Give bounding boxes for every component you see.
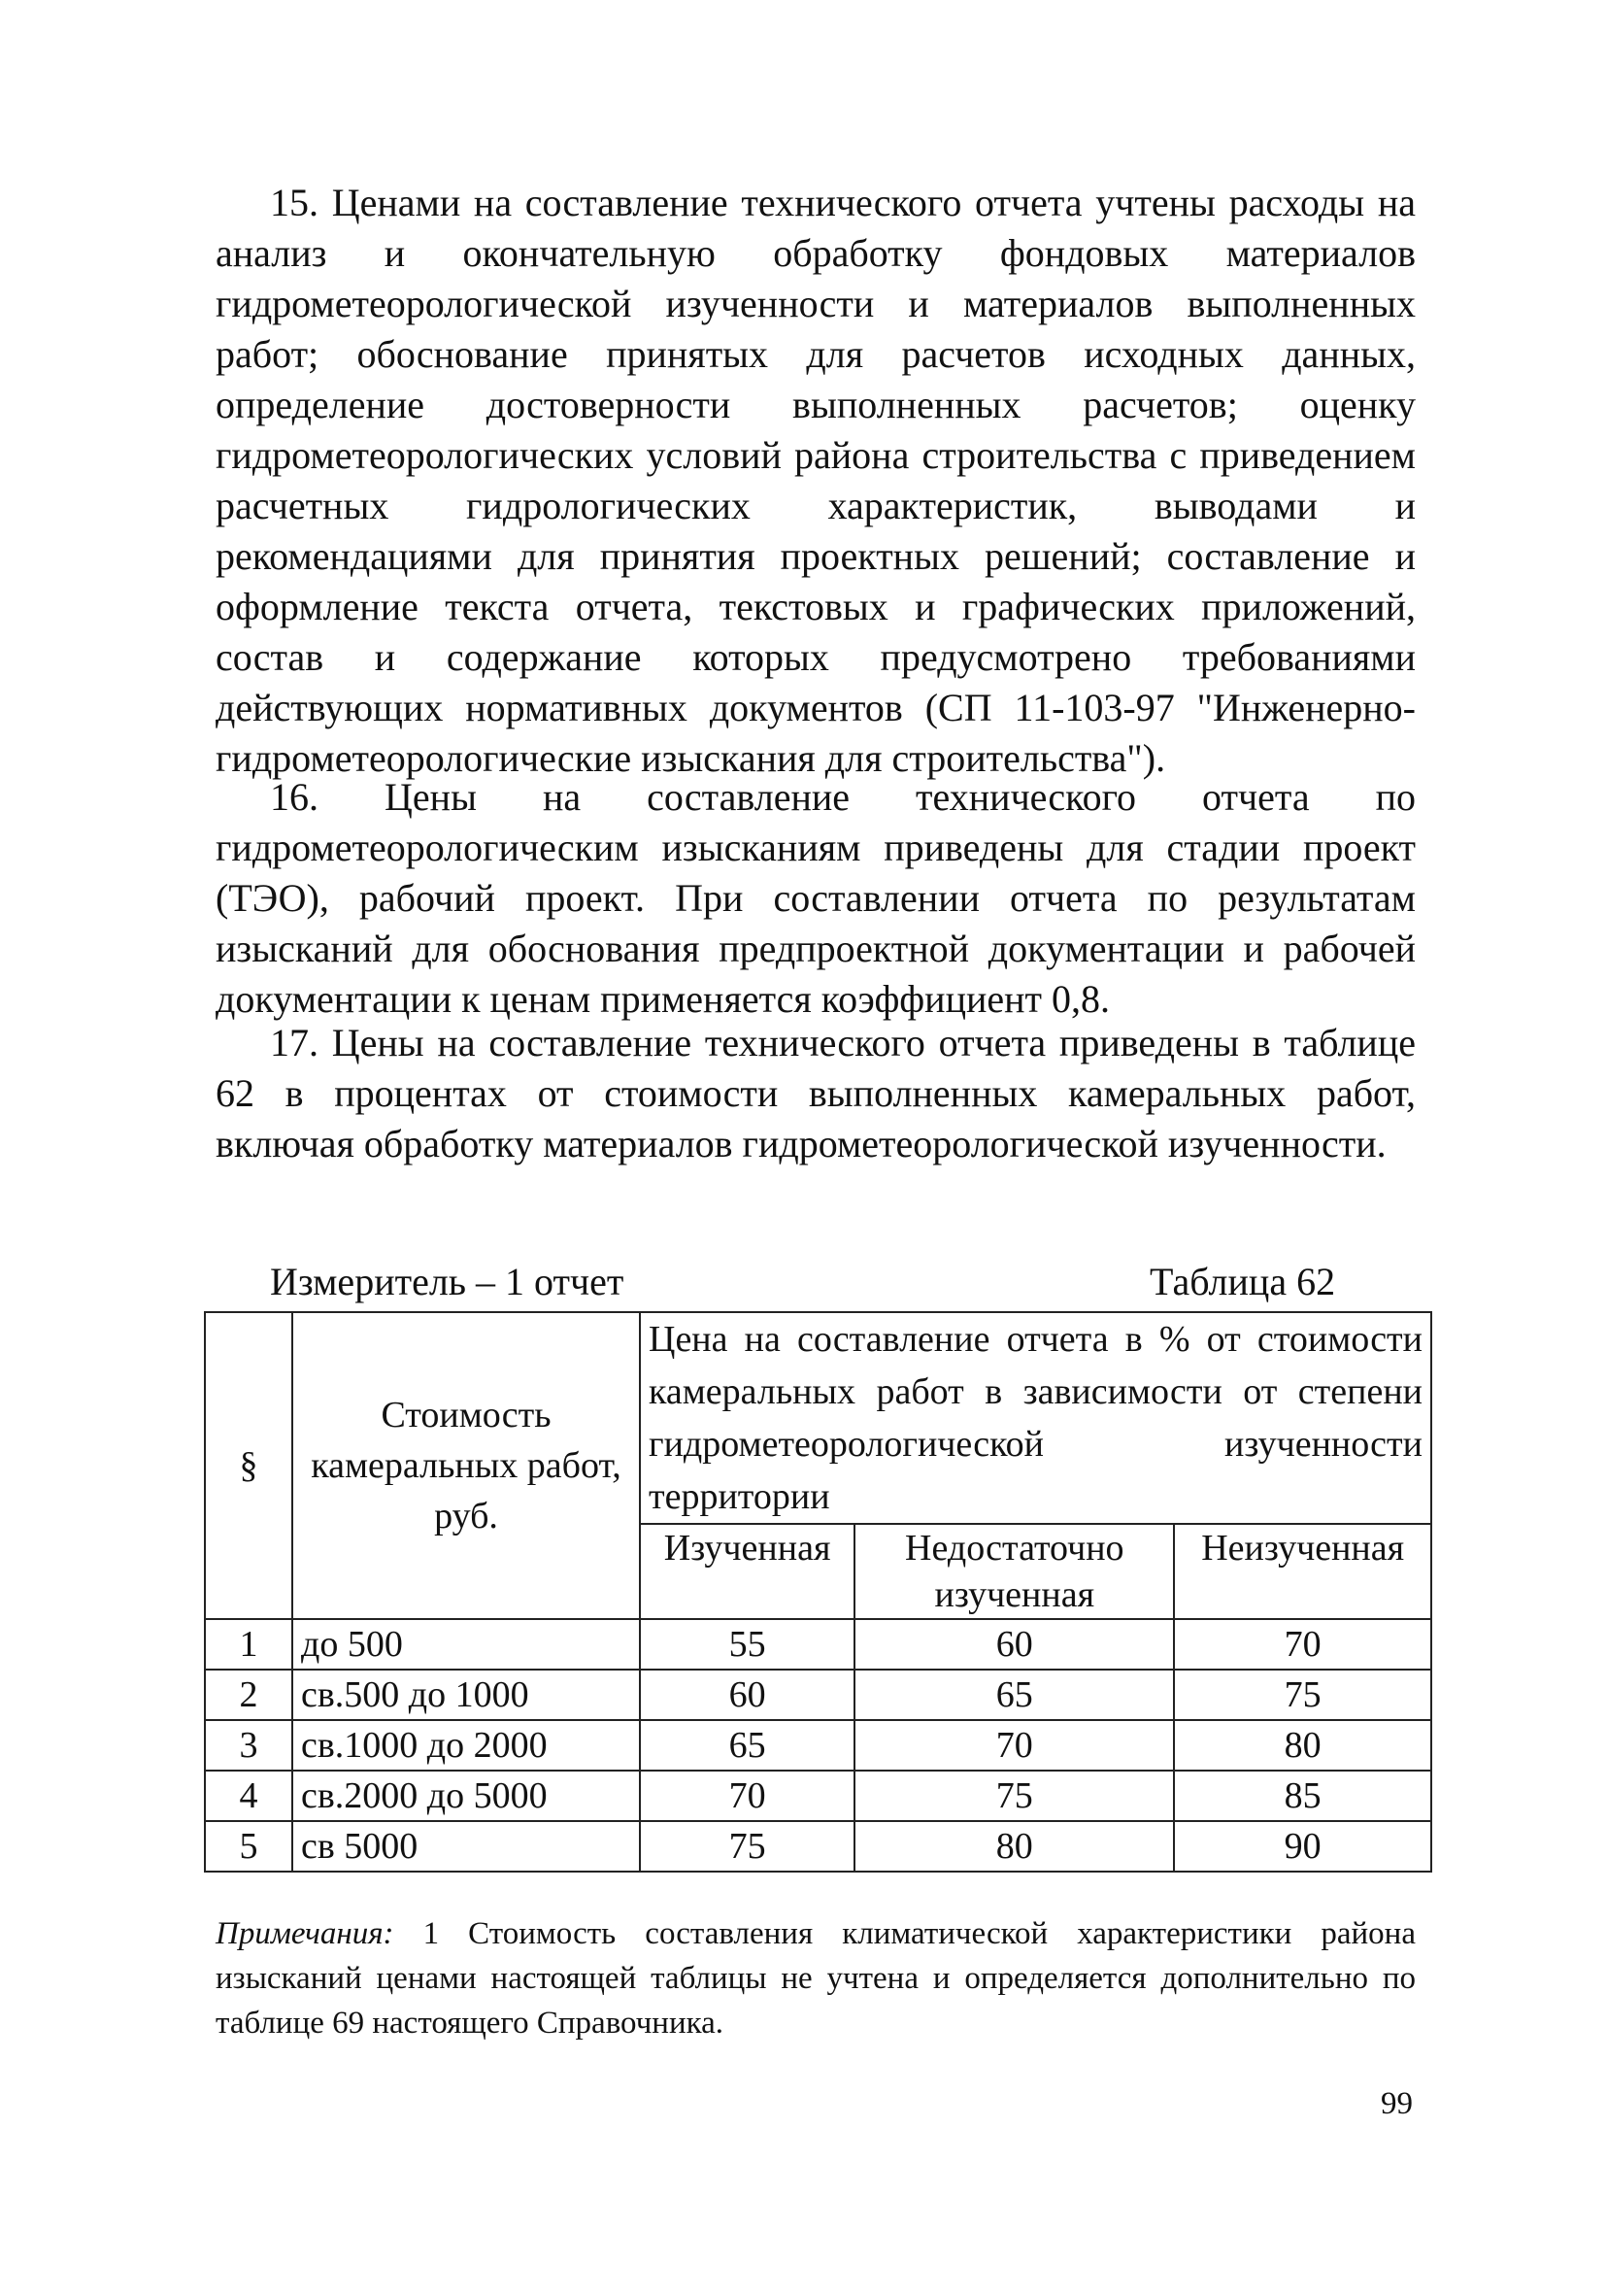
table-row — [205, 1821, 1431, 1872]
row-insufficient: 70 — [854, 1720, 1174, 1771]
table-row — [205, 1771, 1431, 1821]
row-number: 4 — [205, 1771, 292, 1821]
header-section: § — [205, 1312, 292, 1619]
table-notes — [216, 1911, 1416, 2045]
notes-label: Примечания: — [216, 1916, 394, 1951]
paragraph-16: 16. Цены на составление технического отчета по гидрометеорологическим изысканиям приведены для стадии проект (ТЭО), рабочий проект. При составлении отчета по результатам изысканий для обоснования предпроектной документации и рабочей документации к ценам применяется коэффициент 0,8. — [216, 775, 1416, 1021]
row-insufficient: 75 — [854, 1771, 1174, 1821]
header-insufficient: Недостаточно изученная — [854, 1524, 1174, 1619]
row-unstudied: 70 — [1174, 1619, 1431, 1670]
price-table — [204, 1311, 1432, 1873]
header-studied: Изученная — [640, 1524, 854, 1619]
row-unstudied: 75 — [1174, 1670, 1431, 1720]
table-row — [205, 1670, 1431, 1720]
paragraph-17: 17. Цены на составление технического отчета приведены в таблице 62 в процентах от стоимости выполненных камеральных работ, включая обработку материалов гидрометеорологической изученности. — [216, 1021, 1416, 1165]
row-insufficient: 60 — [854, 1619, 1174, 1670]
row-studied: 55 — [640, 1619, 854, 1670]
row-cost: св 5000 — [292, 1821, 640, 1872]
row-number: 5 — [205, 1821, 292, 1872]
header-cost: Стоимость камеральных работ, руб. — [292, 1312, 640, 1619]
row-number: 3 — [205, 1720, 292, 1771]
table-caption: Таблица 62 — [1150, 1260, 1336, 1303]
row-unstudied: 80 — [1174, 1720, 1431, 1771]
row-cost: св.500 до 1000 — [292, 1670, 640, 1720]
header-price: Цена на составление отчета в % от стоимости камеральных работ в зависимости от степени гидрометеорологической изученности территории — [640, 1312, 1431, 1524]
row-studied: 65 — [640, 1720, 854, 1771]
row-cost: св.2000 до 5000 — [292, 1771, 640, 1821]
row-number: 2 — [205, 1670, 292, 1720]
row-unstudied: 85 — [1174, 1771, 1431, 1821]
row-insufficient: 80 — [854, 1821, 1174, 1872]
row-studied: 70 — [640, 1771, 854, 1821]
row-studied: 75 — [640, 1821, 854, 1872]
row-number: 1 — [205, 1619, 292, 1670]
paragraph-15: 15. Ценами на составление технического отчета учтены расходы на анализ и окончательную обработку фондовых материалов гидрометеорологической изученности и материалов выполненных работ; обоснование принятых для расчетов исходных данных, определение достоверности выполненных расчетов; оценку гидрометеорологических условий района строительства с приведением расчетных гидрологических характеристик, выводами и рекомендациями для принятия проектных решений; составление и оформление текста отчета, текстовых и графических приложений, состав и содержание которых предусмотрено требованиями действующих нормативных документов (СП 11-103-97 "Инженерно-гидрометеорологические изыскания для строительства"). — [216, 181, 1416, 780]
row-studied: 60 — [640, 1670, 854, 1720]
page-number: 99 — [1381, 2086, 1413, 2121]
row-insufficient: 65 — [854, 1670, 1174, 1720]
table-row — [205, 1619, 1431, 1670]
header-unstudied: Неизученная — [1174, 1524, 1431, 1619]
table-row — [205, 1720, 1431, 1771]
row-unstudied: 90 — [1174, 1821, 1431, 1872]
table-measure-label: Измеритель – 1 отчет — [270, 1260, 624, 1303]
row-cost: до 500 — [292, 1619, 640, 1670]
notes-text: 1 Стоимость составления климатической характеристики района изысканий ценами настоящей таблицы не учтена и определяется дополнительно по таблице 69 настоящего Справочника. — [216, 1916, 1416, 2041]
row-cost: св.1000 до 2000 — [292, 1720, 640, 1771]
